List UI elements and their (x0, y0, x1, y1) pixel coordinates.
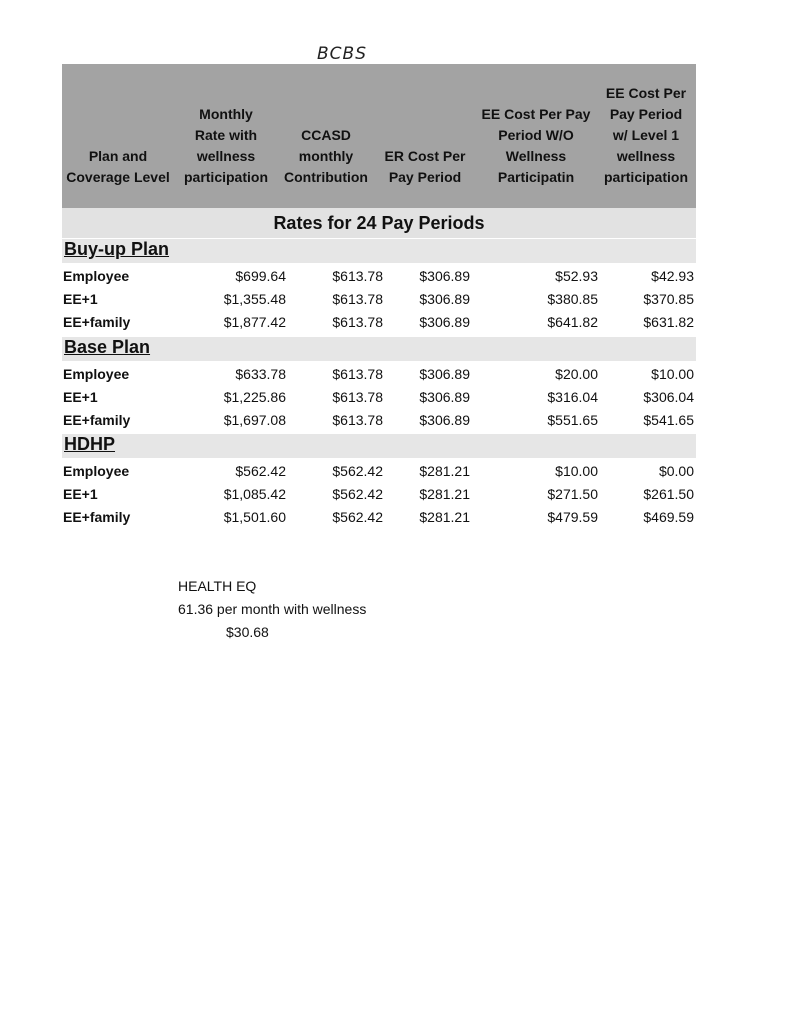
table-cell: $641.82 (547, 314, 598, 330)
table-cell: $281.21 (419, 486, 470, 502)
table-cell: $306.89 (419, 314, 470, 330)
table-cell: $20.00 (555, 366, 598, 382)
coverage-level-label: EE+family (63, 412, 131, 428)
column-header-line: Contribution (284, 169, 368, 185)
column-header-line: CCASD (301, 127, 351, 143)
table-cell: $479.59 (547, 509, 598, 525)
coverage-level-label: EE+1 (63, 486, 98, 502)
coverage-level-label: Employee (63, 463, 130, 479)
table-cell: $633.78 (235, 366, 286, 382)
table-cell: $613.78 (332, 412, 383, 428)
column-header (278, 64, 374, 208)
note-line-1: HEALTH EQ (178, 578, 257, 594)
table-cell: $42.93 (651, 268, 694, 284)
table-cell: $613.78 (332, 389, 383, 405)
column-header-line: Pay Period (609, 106, 683, 122)
table-cell: $469.59 (643, 509, 694, 525)
table-cell: $271.50 (547, 486, 598, 502)
table-cell: $1,355.48 (223, 291, 286, 307)
column-header-line: participation (603, 169, 688, 185)
table-cell: $281.21 (419, 463, 470, 479)
column-header-line: Coverage Level (66, 169, 170, 185)
column-header-line: EE Cost Per (605, 85, 687, 101)
column-header-line: Period W/O (498, 127, 574, 143)
column-header-line: wellness (616, 148, 676, 164)
table-cell: $281.21 (419, 509, 470, 525)
note-line-3: $30.68 (226, 624, 269, 640)
column-header-line: participation (183, 169, 268, 185)
column-header-line: w/ Level 1 (612, 127, 680, 143)
column-header-line: ER Cost Per (384, 148, 466, 164)
handwritten-label: BCBS (317, 44, 367, 64)
table-cell: $613.78 (332, 291, 383, 307)
table-cell: $261.50 (643, 486, 694, 502)
coverage-level-label: Employee (63, 268, 130, 284)
table-cell: $10.00 (651, 366, 694, 382)
column-header-line: Pay Period (388, 169, 462, 185)
table-cell: $306.89 (419, 268, 470, 284)
table-cell: $380.85 (547, 291, 598, 307)
table-cell: $1,877.42 (223, 314, 286, 330)
column-header-line: wellness (196, 148, 256, 164)
coverage-level-label: EE+family (63, 509, 131, 525)
table-cell: $699.64 (235, 268, 286, 284)
column-header-line: EE Cost Per Pay (481, 106, 591, 122)
table-cell: $1,085.42 (223, 486, 286, 502)
coverage-level-label: EE+1 (63, 291, 98, 307)
table-cell: $306.89 (419, 366, 470, 382)
column-header (172, 64, 280, 208)
table-cell: $562.42 (235, 463, 286, 479)
plan-band (62, 434, 696, 458)
table-cell: $1,697.08 (223, 412, 286, 428)
table-cell: $551.65 (547, 412, 598, 428)
table-cell: $306.04 (643, 389, 694, 405)
column-header-line: Wellness (505, 148, 567, 164)
table-cell: $0.00 (658, 463, 694, 479)
coverage-level-label: EE+1 (63, 389, 98, 405)
table-cell: $306.89 (419, 412, 470, 428)
coverage-level-label: Employee (63, 366, 130, 382)
table-cell: $306.89 (419, 291, 470, 307)
plan-band (62, 337, 696, 361)
column-header (62, 64, 174, 208)
coverage-level-label: EE+family (63, 314, 131, 330)
column-header (474, 64, 598, 208)
plan-name: Buy-up Plan (64, 239, 170, 259)
table-cell: $562.42 (332, 509, 383, 525)
column-header-line: Monthly (199, 106, 253, 122)
table-cell: $316.04 (547, 389, 598, 405)
table-cell: $370.85 (643, 291, 694, 307)
column-header-line: Rate with (194, 127, 258, 143)
table-cell: $1,501.60 (223, 509, 286, 525)
table-cell: $52.93 (555, 268, 598, 284)
column-header-line: monthly (298, 148, 354, 164)
table-cell: $541.65 (643, 412, 694, 428)
table-cell: $306.89 (419, 389, 470, 405)
column-header (376, 64, 474, 208)
table-cell: $562.42 (332, 463, 383, 479)
plan-name: Base Plan (64, 337, 151, 357)
table-subtitle: Rates for 24 Pay Periods (273, 213, 485, 233)
note-line-2: 61.36 per month with wellness (178, 601, 367, 617)
column-header-line: Participatin (497, 169, 575, 185)
table-cell: $10.00 (555, 463, 598, 479)
table-cell: $613.78 (332, 268, 383, 284)
table-cell: $1,225.86 (223, 389, 286, 405)
table-cell: $613.78 (332, 314, 383, 330)
table-cell: $562.42 (332, 486, 383, 502)
plan-name: HDHP (64, 434, 116, 454)
table-cell: $613.78 (332, 366, 383, 382)
column-header-line: Plan and (88, 148, 148, 164)
column-header (596, 64, 696, 208)
table-cell: $631.82 (643, 314, 694, 330)
